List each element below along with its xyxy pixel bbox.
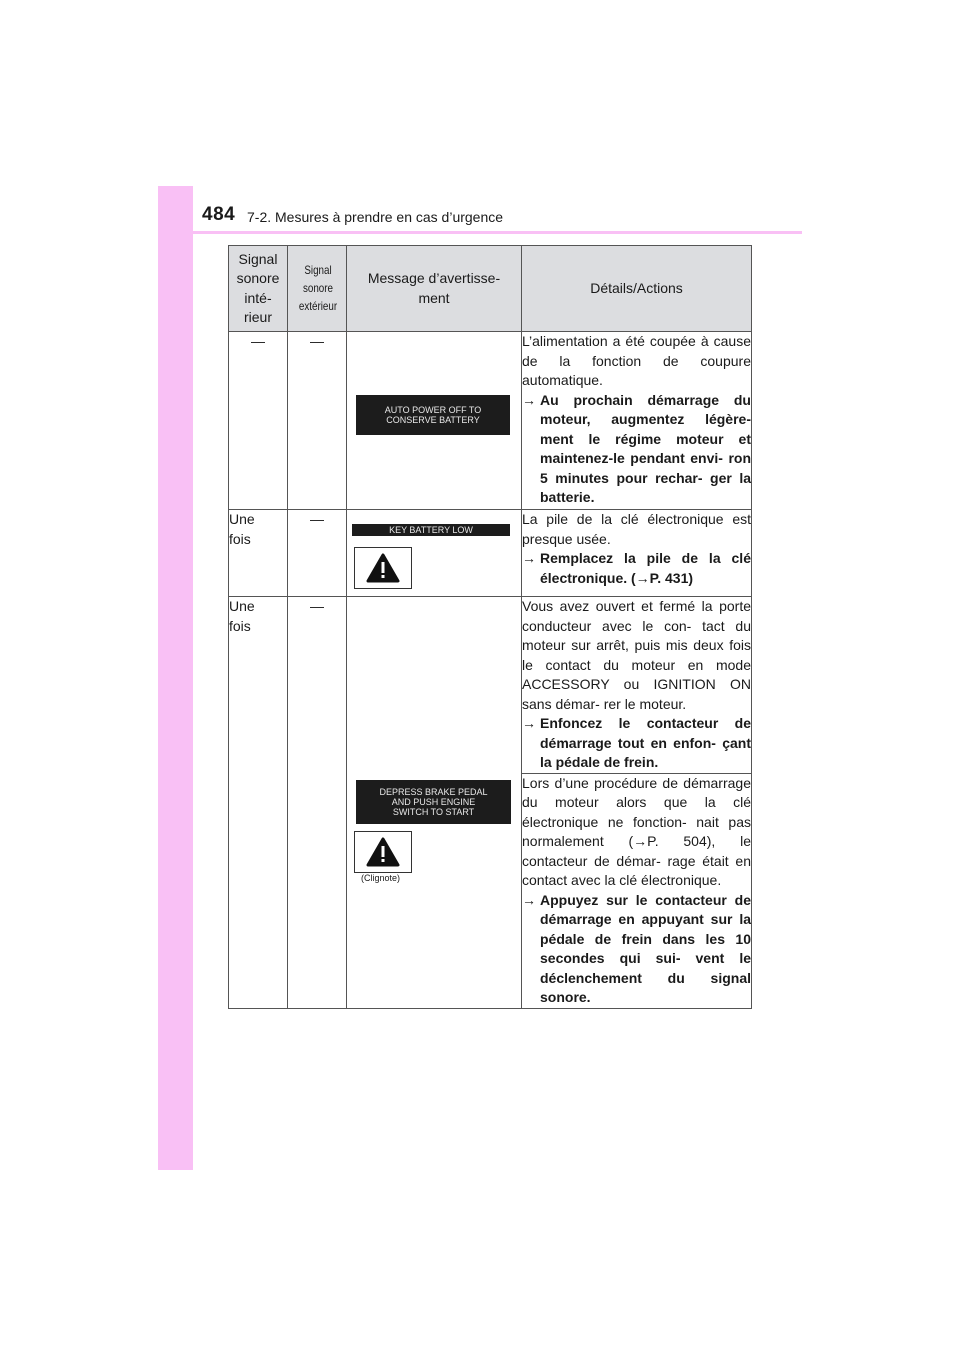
detail-cell xyxy=(522,510,752,597)
section-title: 7-2. Mesures à prendre en cas d’urgence xyxy=(247,209,504,225)
chapter-tab-band xyxy=(158,186,193,1170)
display-depress-brake: DEPRESS BRAKE PEDAL AND PUSH ENGINE SWITCH TO START xyxy=(356,780,511,824)
table-row xyxy=(229,510,752,597)
exterior-cell: — xyxy=(288,597,347,1009)
detail-cell xyxy=(522,597,752,774)
blink-note: (Clignote) xyxy=(361,873,401,883)
interior-cell: Une fois xyxy=(229,510,288,597)
header-details-actions: Détails/Actions xyxy=(522,246,752,332)
message-cell xyxy=(347,597,522,1009)
detail-text: L’alimentation a été coupée à cause de la fonction de coupure automatique. xyxy=(522,333,751,388)
detail-text: Lors d’une procédure de démarrage du moteur alors que la clé électronique ne fonction- nait pas normalement (→P. 504), le contacteur de démar- rage était en contact avec la clé électronique. xyxy=(522,774,751,888)
exterior-cell: — xyxy=(288,510,347,597)
interior-cell: — xyxy=(229,332,288,510)
exterior-cell: — xyxy=(288,332,347,510)
detail-text: La pile de la clé électronique est presque usée. xyxy=(522,511,751,547)
detail-cell xyxy=(522,773,752,1008)
arrow-icon: → xyxy=(522,550,536,566)
warning-triangle-icon xyxy=(354,547,412,589)
interior-cell: Une fois xyxy=(229,597,288,1009)
detail-text: Vous avez ouvert et fermé la porte conducteur avec le con- tact du moteur sur arrêt, puis mis deux fois le contact du moteur en mode ACCESSORY ou IGNITION ON sans démar- rer le moteur. xyxy=(522,598,751,712)
message-cell xyxy=(347,332,522,510)
header-rule xyxy=(158,231,802,234)
arrow-icon: → xyxy=(522,391,536,408)
table-row xyxy=(229,332,752,510)
table-header-row xyxy=(229,246,752,332)
header-warning-message: Message d’avertisse- ment xyxy=(347,246,522,332)
action-instruction: → Enfoncez le contacteur de démarrage tout en enfon- çant la pédale de frein. xyxy=(522,714,751,773)
detail-cell xyxy=(522,332,752,510)
action-instruction: → Appuyez sur le contacteur de démarrage en appuyant sur la pédale de frein dans les 10 secondes qui sui- vent le déclenchement du signal sonore. xyxy=(522,891,751,1008)
header-exterior-buzzer: Signal sonore extérieur xyxy=(288,246,347,332)
table-row xyxy=(229,597,752,774)
message-cell xyxy=(347,510,522,597)
page-number: 484 xyxy=(202,204,236,225)
warning-triangle-icon xyxy=(354,831,412,873)
action-instruction: → Au prochain démarrage du moteur, augmentez légère- ment le régime moteur et maintenez-le pendant envi- ron 5 minutes pour rechar- ger la batterie. xyxy=(522,391,751,508)
arrow-icon: → xyxy=(522,891,536,908)
display-auto-power-off: AUTO POWER OFF TO CONSERVE BATTERY xyxy=(356,395,510,435)
action-instruction: → Remplacez la pile de la clé électronique. (→P. 431) xyxy=(522,549,751,588)
warning-table xyxy=(228,245,752,1009)
display-key-battery-low: KEY BATTERY LOW xyxy=(352,524,510,536)
arrow-icon: → xyxy=(522,715,536,731)
header-interior-buzzer: Signal sonore inté- rieur xyxy=(229,246,288,332)
